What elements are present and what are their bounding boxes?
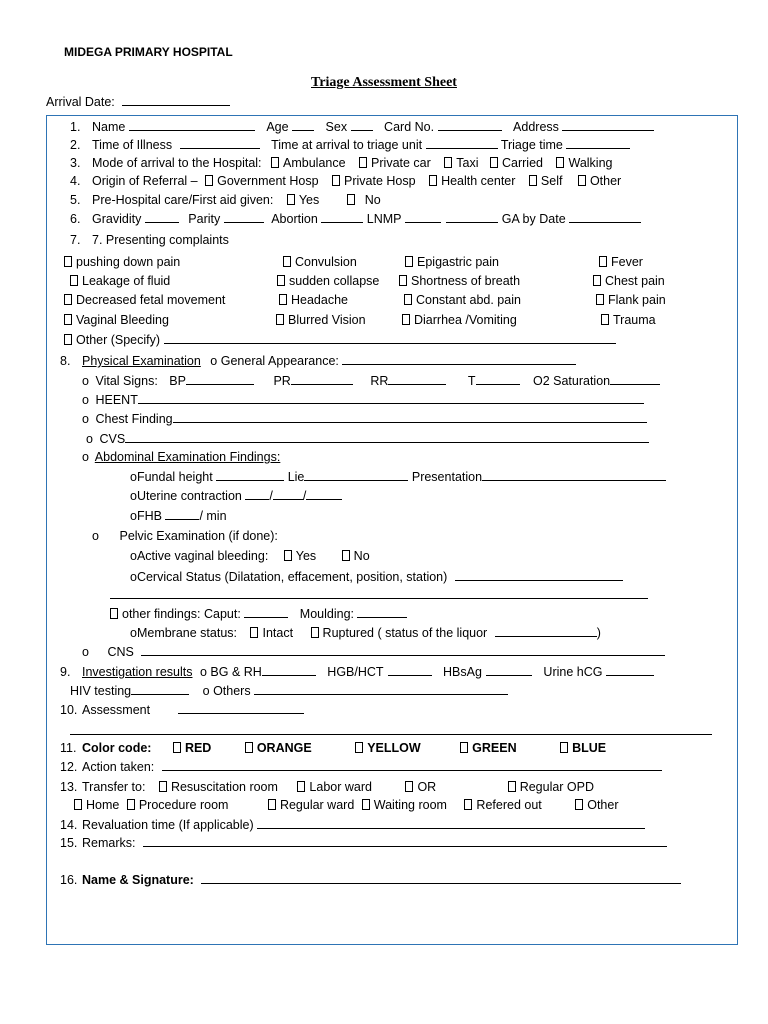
- abdominal-row: o Abdominal Examination Findings:: [82, 450, 281, 464]
- signature-field[interactable]: [201, 872, 681, 884]
- bg-rh-field[interactable]: [262, 664, 316, 676]
- vital-signs-label: Vital Signs:: [95, 374, 158, 388]
- resus-checkbox[interactable]: [159, 781, 167, 792]
- intact-checkbox[interactable]: [250, 627, 258, 638]
- remarks-label: Remarks:: [82, 836, 136, 850]
- blue-checkbox[interactable]: [560, 742, 568, 753]
- prehospital-yes-checkbox[interactable]: [287, 194, 295, 205]
- checkbox[interactable]: [276, 314, 284, 325]
- temp-field[interactable]: [476, 373, 520, 385]
- health-center-checkbox[interactable]: [429, 175, 437, 186]
- procedure-checkbox[interactable]: [127, 799, 135, 810]
- row-5: 5. Pre-Hospital care/First aid given: Yes No: [70, 193, 381, 207]
- abdominal-label: Abdominal Examination Findings:: [94, 450, 281, 464]
- row-3: 3. Mode of arrival to the Hospital: Ambulance Private car Taxi Carried Walking: [70, 156, 613, 170]
- presenting-label: 7. Presenting complaints: [92, 233, 229, 247]
- row-7: 7. 7. Presenting complaints: [70, 233, 229, 247]
- checkbox[interactable]: [277, 275, 285, 286]
- action-label: Action taken:: [82, 760, 155, 774]
- age-label: Age: [266, 120, 289, 134]
- row-1: 1. Name Age Sex Card No. Address: [70, 119, 654, 135]
- labor-checkbox[interactable]: [297, 781, 305, 792]
- active-bleeding-label: Active vaginal bleeding:: [136, 549, 269, 563]
- parity-label: Parity: [188, 212, 221, 226]
- row-12: 12. Action taken:: [60, 759, 662, 775]
- sheet-title: Triage Assessment Sheet: [311, 75, 457, 90]
- hgb-field[interactable]: [388, 664, 432, 676]
- chest-field[interactable]: [173, 411, 647, 423]
- revaluation-label: Revaluation time (If applicable): [82, 818, 254, 832]
- vital-signs-row: o Vital Signs: BP PR RR T O2 Saturation: [82, 373, 660, 389]
- pelvic-label: Pelvic Examination (if done):: [119, 529, 278, 543]
- cvs-field[interactable]: [125, 431, 649, 443]
- color-code-label: Color code:: [82, 741, 152, 755]
- bleeding-yes-checkbox[interactable]: [284, 550, 292, 561]
- complaint-pushing[interactable]: pushing down pain: [64, 255, 180, 270]
- age-field[interactable]: [292, 119, 314, 131]
- caput-field[interactable]: [244, 606, 288, 618]
- checkbox[interactable]: [64, 256, 72, 267]
- complaint-trauma[interactable]: Trauma: [601, 313, 656, 328]
- complaint-vaginal-bleeding[interactable]: Vaginal Bleeding: [64, 313, 169, 328]
- waiting-checkbox[interactable]: [362, 799, 370, 810]
- other-findings-checkbox[interactable]: [110, 608, 118, 619]
- green-checkbox[interactable]: [460, 742, 468, 753]
- gravidity-label: Gravidity: [92, 212, 142, 226]
- complaint-diarrhea[interactable]: Diarrhea /Vomiting: [402, 313, 517, 328]
- refered-checkbox[interactable]: [464, 799, 472, 810]
- ga-label: GA by Date: [501, 212, 566, 226]
- walking-checkbox[interactable]: [556, 157, 564, 168]
- row-13b: Home Procedure room Regular ward Waiting room Refered out Other: [74, 798, 619, 813]
- chest-label: Chest Finding: [95, 412, 173, 426]
- others-field[interactable]: [254, 683, 508, 695]
- private-car-checkbox[interactable]: [359, 157, 367, 168]
- pr-field[interactable]: [291, 373, 353, 385]
- row-10: 10. Assessment: [60, 702, 304, 718]
- cns-label: CNS: [107, 645, 134, 659]
- other-referral-checkbox[interactable]: [578, 175, 586, 186]
- checkbox[interactable]: [399, 275, 407, 286]
- row-16: 16. Name & Signature:: [60, 872, 681, 888]
- checkbox[interactable]: [64, 314, 72, 325]
- cervical-line-2[interactable]: [110, 598, 648, 599]
- fundal-label: Fundal height: [136, 470, 213, 484]
- row-15: 15. Remarks:: [60, 835, 667, 851]
- name-field[interactable]: [129, 119, 255, 131]
- prehospital-label: Pre-Hospital care/First aid given:: [92, 193, 274, 207]
- abortion-field[interactable]: [321, 211, 363, 223]
- ambulance-checkbox[interactable]: [271, 157, 279, 168]
- active-bleeding-row: oActive vaginal bleeding: Yes No: [130, 549, 370, 563]
- fhb-field[interactable]: [165, 508, 199, 520]
- checkbox[interactable]: [599, 256, 607, 267]
- revaluation-field[interactable]: [257, 817, 645, 829]
- heent-field[interactable]: [138, 392, 644, 404]
- cns-field[interactable]: [141, 644, 665, 656]
- sex-field[interactable]: [351, 119, 373, 131]
- presentation-field[interactable]: [482, 469, 666, 481]
- checkbox[interactable]: [596, 294, 604, 305]
- ruptured-checkbox[interactable]: [311, 627, 319, 638]
- complaint-fetal-movement[interactable]: Decreased fetal movement: [64, 293, 225, 308]
- membrane-label: Membrane status:: [136, 626, 237, 640]
- checkbox[interactable]: [593, 275, 601, 286]
- general-appearance-field[interactable]: [342, 353, 576, 365]
- signature-label: Name & Signature:: [82, 873, 194, 887]
- hospital-name: MIDEGA PRIMARY HOSPITAL: [64, 45, 233, 59]
- name-label: Name: [92, 120, 126, 134]
- mode-arrival-label: Mode of arrival to the Hospital:: [92, 156, 262, 170]
- hiv-field[interactable]: [131, 683, 189, 695]
- arrival-date-field[interactable]: [122, 94, 230, 106]
- complaint-shortness[interactable]: Shortness of breath: [399, 274, 520, 289]
- lie-field[interactable]: [304, 469, 408, 481]
- arrival-date-label: Arrival Date:: [46, 95, 115, 109]
- time-illness-label: Time of Illness: [92, 138, 173, 152]
- checkbox[interactable]: [402, 314, 410, 325]
- row-2: 2. Time of Illness Time at arrival to triage unit Triage time: [70, 137, 630, 153]
- triage-time-field[interactable]: [566, 137, 630, 149]
- uterine-field-3[interactable]: [306, 488, 342, 500]
- regular-ward-checkbox[interactable]: [268, 799, 276, 810]
- cvs-row: o CVS: [86, 431, 649, 447]
- action-field[interactable]: [162, 759, 662, 771]
- address-label: Address: [513, 120, 559, 134]
- or-checkbox[interactable]: [405, 781, 413, 792]
- row-8: 8. Physical Examination o General Appearance:: [60, 353, 576, 369]
- complaint-fever[interactable]: Fever: [599, 255, 643, 270]
- uterine-label: Uterine contraction: [136, 489, 242, 503]
- lnmp-field-2[interactable]: [446, 211, 498, 223]
- hbsag-field[interactable]: [486, 664, 532, 676]
- physical-exam-label: Physical Examination: [82, 354, 201, 368]
- general-appearance-label: General Appearance:: [220, 354, 339, 368]
- complaint-flank-pain[interactable]: Flank pain: [596, 293, 666, 308]
- row-14: 14. Revaluation time (If applicable): [60, 817, 645, 833]
- self-checkbox[interactable]: [529, 175, 537, 186]
- chest-row: o Chest Finding: [82, 411, 647, 427]
- complaint-headache[interactable]: Headache: [279, 293, 348, 308]
- regular-opd-checkbox[interactable]: [508, 781, 516, 792]
- other-findings-row: other findings: Caput: Moulding:: [110, 606, 407, 622]
- cvs-label: CVS: [99, 432, 126, 446]
- bp-field[interactable]: [186, 373, 254, 385]
- urine-hcg-field[interactable]: [606, 664, 654, 676]
- complaint-epigastric[interactable]: Epigastric pain: [405, 255, 499, 270]
- checkbox[interactable]: [283, 256, 291, 267]
- complaint-convulsion[interactable]: Convulsion: [283, 255, 357, 270]
- hiv-row: HIV testing o Others: [70, 683, 508, 699]
- complaint-abd-pain[interactable]: Constant abd. pain: [404, 293, 521, 308]
- checkbox[interactable]: [279, 294, 287, 305]
- ga-field[interactable]: [569, 211, 641, 223]
- complaint-chest-pain[interactable]: Chest pain: [593, 274, 665, 289]
- fundal-field[interactable]: [216, 469, 284, 481]
- uterine-field-1[interactable]: [245, 488, 269, 500]
- assessment-field[interactable]: [178, 702, 304, 714]
- orange-checkbox[interactable]: [245, 742, 253, 753]
- row-6: 6. Gravidity Parity Abortion LNMP GA by Date: [70, 211, 641, 227]
- cervical-label: Cervical Status (Dilatation, effacement, position, station): [136, 570, 448, 584]
- checkbox[interactable]: [601, 314, 609, 325]
- triage-time-label: Triage time: [500, 138, 563, 152]
- gov-hosp-checkbox[interactable]: [205, 175, 213, 186]
- cervical-row: oCervical Status (Dilatation, effacement, position, station): [130, 569, 623, 585]
- rr-field[interactable]: [388, 373, 446, 385]
- fundal-row: oFundal height Lie Presentation: [130, 469, 666, 485]
- fhb-row: oFHB / min: [130, 509, 227, 523]
- checkbox[interactable]: [70, 275, 78, 286]
- row-4: 4. Origin of Referral – Government Hosp Private Hosp Health center Self Other: [70, 174, 622, 188]
- lnmp-label: LNMP: [366, 212, 402, 226]
- row-13: 13. Transfer to: Resuscitation room Labor ward OR Regular OPD: [60, 780, 595, 794]
- assessment-label: Assessment: [82, 703, 151, 717]
- prehospital-no-checkbox[interactable]: [347, 194, 355, 205]
- moulding-field[interactable]: [357, 606, 407, 618]
- other-complaint-checkbox[interactable]: [64, 334, 72, 345]
- gravidity-field[interactable]: [145, 211, 179, 223]
- card-no-label: Card No.: [384, 120, 435, 134]
- complaint-collapse[interactable]: sudden collapse: [277, 274, 379, 289]
- fhb-label: FHB: [136, 509, 162, 523]
- liquor-field[interactable]: [495, 625, 597, 637]
- checkbox[interactable]: [404, 294, 412, 305]
- investigation-label: Investigation results: [82, 665, 193, 679]
- complaint-leakage[interactable]: Leakage of fluid: [70, 274, 170, 289]
- pelvic-row: o Pelvic Examination (if done):: [92, 529, 278, 543]
- time-arrival-field[interactable]: [426, 137, 498, 149]
- arrival-date-row: [46, 94, 230, 110]
- hiv-label: HIV testing: [70, 684, 132, 698]
- address-field[interactable]: [562, 119, 654, 131]
- other-findings-label: other findings: Caput:: [122, 607, 241, 621]
- row-9: 9. Investigation results o BG & RH HGB/HCT HBsAg Urine hCG: [60, 664, 654, 680]
- assessment-line-2[interactable]: [70, 734, 712, 735]
- home-checkbox[interactable]: [74, 799, 82, 810]
- sex-label: Sex: [325, 120, 348, 134]
- complaint-other: Other (Specify): [64, 332, 616, 348]
- row-11: 11. Color code: RED ORANGE YELLOW GREEN BLUE: [60, 741, 607, 755]
- heent-row: o HEENT: [82, 392, 644, 408]
- checkbox[interactable]: [405, 256, 413, 267]
- red-checkbox[interactable]: [173, 742, 181, 753]
- lnmp-field[interactable]: [405, 211, 441, 223]
- cervical-field[interactable]: [455, 569, 623, 581]
- uterine-field-2[interactable]: [273, 488, 303, 500]
- time-illness-field[interactable]: [180, 137, 260, 149]
- card-no-field[interactable]: [438, 119, 502, 131]
- transfer-label: Transfer to:: [82, 780, 146, 794]
- complaint-blurred-vision[interactable]: Blurred Vision: [276, 313, 366, 328]
- other-complaint-field[interactable]: [164, 332, 616, 344]
- private-hosp-checkbox[interactable]: [332, 175, 340, 186]
- carried-checkbox[interactable]: [490, 157, 498, 168]
- checkbox[interactable]: [64, 294, 72, 305]
- heent-label: HEENT: [95, 393, 138, 407]
- o2-field[interactable]: [610, 373, 660, 385]
- uterine-row: oUterine contraction / /: [130, 488, 342, 504]
- other-transfer-checkbox[interactable]: [575, 799, 583, 810]
- origin-referral-label: Origin of Referral –: [92, 174, 198, 188]
- membrane-row: oMembrane status: Intact Ruptured ( status of the liquor ): [130, 626, 601, 640]
- parity-field[interactable]: [224, 211, 264, 223]
- yellow-checkbox[interactable]: [355, 742, 363, 753]
- cns-row: o CNS: [82, 644, 665, 660]
- taxi-checkbox[interactable]: [444, 157, 452, 168]
- time-arrival-label: Time at arrival to triage unit: [271, 138, 423, 152]
- remarks-field[interactable]: [143, 835, 667, 847]
- bleeding-no-checkbox[interactable]: [342, 550, 350, 561]
- abortion-label: Abortion: [271, 212, 318, 226]
